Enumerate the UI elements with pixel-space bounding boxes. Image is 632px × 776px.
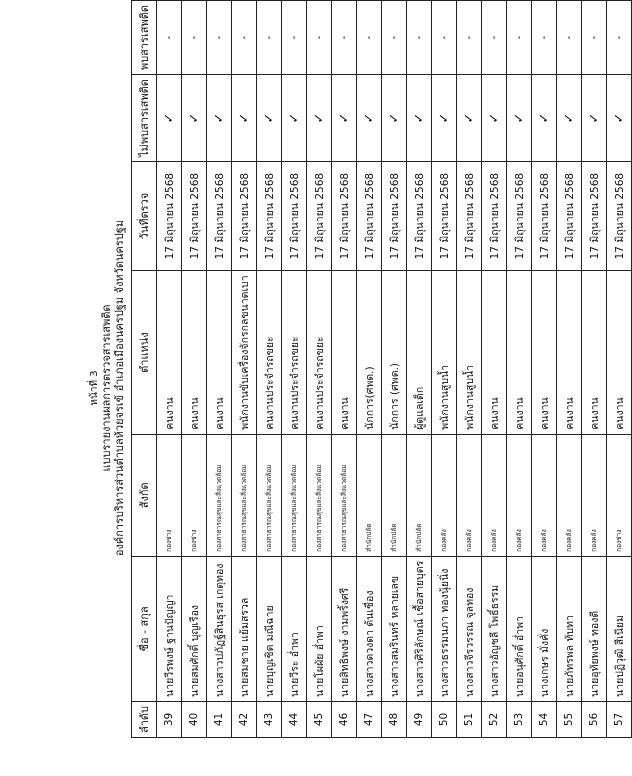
check-mark-icon: ✓: [236, 112, 252, 124]
report-subtitle: องค์การบริหารส่วนตำบลห้วยจรเข้ อำเภอเมืองนครปฐม จังหวัดนครปฐม: [113, 219, 126, 557]
positive-result: -: [432, 1, 457, 75]
test-date: 17 มิถุนายน 2568: [557, 161, 582, 271]
test-date: 17 มิถุนายน 2568: [432, 161, 457, 271]
table-row: [257, 1, 282, 738]
table-row: [432, 1, 457, 738]
check-mark-icon: ✓: [536, 112, 552, 124]
table-row: [457, 1, 482, 738]
header-date: วันที่ตรวจ: [132, 161, 157, 271]
positive-result: -: [257, 1, 282, 75]
department: กองช่าง: [157, 434, 182, 556]
negative-result: [182, 75, 207, 162]
table-row: [282, 1, 307, 738]
negative-result: [332, 75, 357, 162]
header-name: ชื่อ - สกุล: [132, 556, 157, 701]
row-number: 43: [257, 701, 282, 737]
positive-result: -: [582, 1, 607, 75]
row-number: 56: [582, 701, 607, 737]
employee-name: นายโผผัย อ่ำพา: [307, 556, 332, 701]
check-mark-icon: ✓: [161, 112, 177, 124]
department: สำนักปลัด: [382, 434, 407, 556]
test-date: 17 มิถุนายน 2568: [482, 161, 507, 271]
table-row: [507, 1, 532, 738]
table-row: [307, 1, 332, 738]
test-date: 17 มิถุนายน 2568: [157, 161, 182, 271]
check-mark-icon: ✓: [186, 112, 202, 124]
negative-result: [157, 75, 182, 162]
check-mark-icon: ✓: [411, 112, 427, 124]
row-number: 55: [557, 701, 582, 737]
positive-result: -: [332, 1, 357, 75]
check-mark-icon: ✓: [586, 112, 602, 124]
table-row: [607, 1, 632, 738]
positive-result: -: [507, 1, 532, 75]
negative-result: [282, 75, 307, 162]
test-date: 17 มิถุนายน 2568: [182, 161, 207, 271]
employee-name: นางเกษร มั่งคั่ง: [532, 556, 557, 701]
department: กองสาธารณสุขและสิ่งแวดล้อม: [307, 434, 332, 556]
check-mark-icon: ✓: [436, 112, 452, 124]
department: กองสาธารณสุขและสิ่งแวดล้อม: [257, 434, 282, 556]
test-date: 17 มิถุนายน 2568: [282, 161, 307, 271]
table-row: [357, 1, 382, 738]
negative-result: [382, 75, 407, 162]
position: คนงาน: [532, 271, 557, 434]
header-org: สังกัด: [132, 434, 157, 556]
employee-name: นายสิทธิพงษ์ งามพริ้งศรี: [332, 556, 357, 701]
check-mark-icon: ✓: [261, 112, 277, 124]
department: กองสาธารณสุขและสิ่งแวดล้อม: [207, 434, 232, 556]
table-row: [332, 1, 357, 738]
row-number: 39: [157, 701, 182, 737]
department: กองคลัง: [457, 434, 482, 556]
positive-result: -: [607, 1, 632, 75]
position: คนงาน: [482, 271, 507, 434]
negative-result: [307, 75, 332, 162]
test-date: 17 มิถุนายน 2568: [357, 161, 382, 271]
employee-name: นายวีรพงษ์ ฐานปัญญา: [157, 556, 182, 701]
table-row: [532, 1, 557, 738]
employee-name: นางสาวปภัฏฐ์สินธุรส เกตุทอง: [207, 556, 232, 701]
position: ผู้ดูแลเด็ก: [407, 271, 432, 434]
test-date: 17 มิถุนายน 2568: [382, 161, 407, 271]
negative-result: [607, 75, 632, 162]
positive-result: -: [457, 1, 482, 75]
table-row: [382, 1, 407, 738]
row-number: 46: [332, 701, 357, 737]
row-number: 48: [382, 701, 407, 737]
test-date: 17 มิถุนายน 2568: [232, 161, 257, 271]
row-number: 54: [532, 701, 557, 737]
check-mark-icon: ✓: [361, 112, 377, 124]
department: กองสาธารณสุขและสิ่งแวดล้อม: [282, 434, 307, 556]
employee-name: นางสาวดวงดา ต้นเชื่อง: [357, 556, 382, 701]
negative-result: [507, 75, 532, 162]
row-number: 52: [482, 701, 507, 737]
positive-result: -: [357, 1, 382, 75]
table-row: [207, 1, 232, 738]
position: นักการ(ศพด.): [357, 271, 382, 434]
position: คนงาน: [157, 271, 182, 434]
test-date: 17 มิถุนายน 2568: [582, 161, 607, 271]
test-date: 17 มิถุนายน 2568: [407, 161, 432, 271]
row-number: 45: [307, 701, 332, 737]
test-date: 17 มิถุนายน 2568: [257, 161, 282, 271]
employee-name: นายสมศักดิ์ บุญเรือง: [182, 556, 207, 701]
table-row: [182, 1, 207, 738]
department: กองสาธารณสุขและสิ่งแวดล้อม: [232, 434, 257, 556]
check-mark-icon: ✓: [561, 112, 577, 124]
employee-name: นายภัทรพล ทับทา: [557, 556, 582, 701]
department: กองสาธารณสุขและสิ่งแวดล้อม: [332, 434, 357, 556]
report-title: แบบรายงานผลการตรวจสารเสพติด: [100, 304, 113, 472]
employee-name: นายบุญเชิด มณีฉาย: [257, 556, 282, 701]
negative-result: [482, 75, 507, 162]
negative-result: [257, 75, 282, 162]
check-mark-icon: ✓: [511, 112, 527, 124]
positive-result: -: [482, 1, 507, 75]
position: นักการ (ศพด.): [382, 271, 407, 434]
check-mark-icon: ✓: [336, 112, 352, 124]
table-header-row: [132, 1, 157, 738]
check-mark-icon: ✓: [461, 112, 477, 124]
negative-result: [407, 75, 432, 162]
row-number: 44: [282, 701, 307, 737]
department: กองคลัง: [507, 434, 532, 556]
position: คนงาน: [332, 271, 357, 434]
position: คนงาน: [207, 271, 232, 434]
table-row: [407, 1, 432, 738]
check-mark-icon: ✓: [611, 112, 627, 124]
test-date: 17 มิถุนายน 2568: [607, 161, 632, 271]
employee-name: นางสาวธรรมนภา ทองนุ้ยนิ่ง: [432, 556, 457, 701]
position: พนักงานขับเครื่องจักรกลขนาดเบา: [232, 271, 257, 434]
test-date: 17 มิถุนายน 2568: [207, 161, 232, 271]
positive-result: -: [382, 1, 407, 75]
row-number: 53: [507, 701, 532, 737]
header-position: ตำแหน่ง: [132, 271, 157, 434]
position: คนงาน: [182, 271, 207, 434]
header-negative: ไม่พบสารเสพติด: [132, 75, 157, 162]
table-row: [557, 1, 582, 738]
employee-name: นางสาวศิริลักษณ์ เชื้อสายบุตร: [407, 556, 432, 701]
positive-result: -: [207, 1, 232, 75]
department: กองคลัง: [557, 434, 582, 556]
employee-name: นายอุทัยพงษ์ ทองดี: [582, 556, 607, 701]
row-number: 42: [232, 701, 257, 737]
department: กองคลัง: [432, 434, 457, 556]
negative-result: [457, 75, 482, 162]
table-row: [482, 1, 507, 738]
employee-name: นางสาวจีรวรรณ จุลทอง: [457, 556, 482, 701]
position: คนงาน: [507, 271, 532, 434]
check-mark-icon: ✓: [386, 112, 402, 124]
negative-result: [357, 75, 382, 162]
employee-name: นายอนุศักดิ์ อ่ำพา: [507, 556, 532, 701]
table-row: [582, 1, 607, 738]
check-mark-icon: ✓: [211, 112, 227, 124]
test-date: 17 มิถุนายน 2568: [307, 161, 332, 271]
check-mark-icon: ✓: [486, 112, 502, 124]
employee-name: นางสาวสมรินทร์ หลายเลข: [382, 556, 407, 701]
positive-result: -: [157, 1, 182, 75]
table-row: [157, 1, 182, 738]
negative-result: [207, 75, 232, 162]
position: คนงาน: [557, 271, 582, 434]
department: กองช่าง: [182, 434, 207, 556]
check-mark-icon: ✓: [311, 112, 327, 124]
row-number: 40: [182, 701, 207, 737]
test-date: 17 มิถุนายน 2568: [507, 161, 532, 271]
row-number: 49: [407, 701, 432, 737]
department: สำนักปลัด: [357, 434, 382, 556]
page-number: หน้าที่ 3: [89, 370, 100, 406]
row-number: 50: [432, 701, 457, 737]
positive-result: -: [307, 1, 332, 75]
employee-name: นายวีระ อ่ำพา: [282, 556, 307, 701]
position: คนงานประจำรถขยะ: [257, 271, 282, 434]
positive-result: -: [232, 1, 257, 75]
position: คนงาน: [582, 271, 607, 434]
row-number: 51: [457, 701, 482, 737]
positive-result: -: [407, 1, 432, 75]
header-no: ลำดับ: [132, 701, 157, 737]
employee-name: นายสมชาย แย้มสรวล: [232, 556, 257, 701]
employee-name: นายปฏิวุฒิ สีเนียม: [607, 556, 632, 701]
test-date: 17 มิถุนายน 2568: [332, 161, 357, 271]
position: พนักงานสูบน้ำ: [457, 271, 482, 434]
negative-result: [532, 75, 557, 162]
test-date: 17 มิถุนายน 2568: [457, 161, 482, 271]
row-number: 41: [207, 701, 232, 737]
employee-name: นางสาวอัญชลี โพธิ์ธรรม: [482, 556, 507, 701]
position: คนงานประจำรถขยะ: [282, 271, 307, 434]
position: คนงาน: [607, 271, 632, 434]
department: กองช่าง: [607, 434, 632, 556]
table-row: [232, 1, 257, 738]
header-positive: พบสารเสพติด: [132, 1, 157, 75]
row-number: 47: [357, 701, 382, 737]
position: คนงานประจำรถขยะ: [307, 271, 332, 434]
negative-result: [582, 75, 607, 162]
negative-result: [232, 75, 257, 162]
department: กองคลัง: [482, 434, 507, 556]
position: พนักงานสูบน้ำ: [432, 271, 457, 434]
department: สำนักปลัด: [407, 434, 432, 556]
results-table: [131, 0, 632, 738]
positive-result: -: [557, 1, 582, 75]
positive-result: -: [532, 1, 557, 75]
row-number: 57: [607, 701, 632, 737]
positive-result: -: [282, 1, 307, 75]
test-date: 17 มิถุนายน 2568: [532, 161, 557, 271]
positive-result: -: [182, 1, 207, 75]
department: กองคลัง: [582, 434, 607, 556]
department: กองคลัง: [532, 434, 557, 556]
negative-result: [557, 75, 582, 162]
check-mark-icon: ✓: [286, 112, 302, 124]
negative-result: [432, 75, 457, 162]
